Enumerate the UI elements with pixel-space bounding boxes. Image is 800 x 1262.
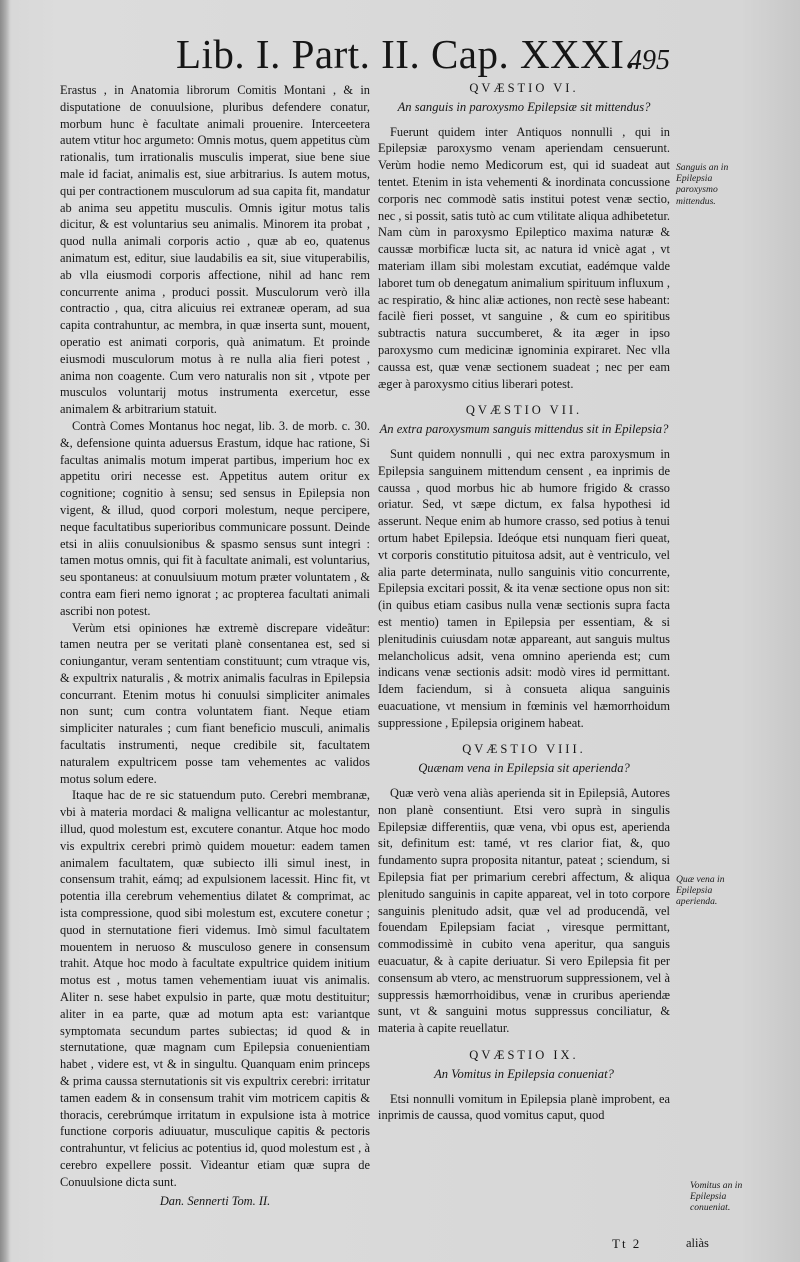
question-heading: QVÆSTIO VI. — [469, 81, 579, 95]
running-head: Lib. I. Part. II. Cap. XXXI. — [176, 31, 636, 77]
paragraph: Itaque hac de re sic statuendum puto. Cerebri membranæ, vbi à materia mordaci & maligna vellicantur ac molestantur, illud, quod molestum est, excutere conantur. Atque hoc modo vis expultrix cerebri primò quidem mouetur: eadem tamen animalem facultatem, quæ subiecto illi simul inest, in consensum trahit, eámq; ad expulsionem lacessit. Hinc fit, vt potentia illa cerebrum vehementius dilatet & comprimat, ac ista compressione, quod sibi molestum est, excutere conetur ; quod in sternutatione fieri videmus. Imò simul facultatem mouentem in neruoso & musculoso genere in consensum trahit. Atque hoc modo à facultate expultrice quidem initium motus est , motus tamen vehementiam iuuat vis animalis. Aliter n. sese habet expulsio in parte, quæ motu destituitur; aliter in ea parte, quæ ad motum apta est: variantque symptomata secundum partes subiectas; id quod & in sternutatione, quæ magnam cum Epilepsia conuenientiam habet , videre est, vt & in singultu. Quanquam enim princeps & prima caussa sternutationis sit vis expultrix cerebri: irritatur tamen eadem & in consensum trahit vim motricem capitis & thoracis, cerebrúmque irritatum in expulsione ista à motrice functione corporis adiuuatur, musculique capitis & pectoris contrahuntur, vt felicius ac potentius id, quod molestum est , à cerebro expellere possit. Videantur etiam quæ supra de Conuulsione dicta sunt. — [60, 788, 370, 1189]
margin-note-q8: Quæ vena in Epilepsia aperienda. — [676, 874, 725, 908]
gutter-shadow — [0, 0, 10, 1262]
margin-note-q6: Sanguis an in Epilepsia paroxysmo mittendus. — [676, 162, 729, 207]
margin-note-q9: Vomitus an in Epilepsia conueniat. — [690, 1180, 743, 1214]
volume-signature: Dan. Sennerti Tom. II. — [159, 1193, 271, 1208]
question-text: Quæ verò vena aliàs aperienda sit in Epilepsiâ, Autores non planè consentiunt. Etsi vero suprà in singulis Epilepsiæ differentiis, quæ vena, vbi opus est, aperienda sit, definitum est: tamé, vt res clarior fiat, &, quo fundamento supra proposita nitantur, pateat ; sciendum, si Epilepsia fiat per primarium cerebri affectum, & aliqua plenitudo sanguinis in capite appareat, vel in toto corpore sanguinis plenitudo adsit, quæ vel ad producendã, vel fouendam Epilepsiam faciat , viresque permittant, commodissimè in cubito vena aperitur, qua sanguis euacuatur, & à capite deriuatur. Si vero Epilepsia fit per consensum ab vtero, ac menstruorum suppressionem, vel à suppressis hæmorrhoidibus, venæ in cruribus aperiendæ sunt, vt & sanguini motus suppressus conciliatur, & materia à capite reuellatur. — [378, 786, 670, 1036]
question-title: An extra paroxysmum sanguis mittendus sit in Epilepsia? — [379, 422, 669, 437]
signature-mark: Tt 2 — [612, 1236, 642, 1251]
question-8 — [378, 741, 670, 1037]
question-text: Fuerunt quidem inter Antiquos nonnulli , qui in Epilepsiæ paroxysmo venam aperiendam censuerunt. Verùm hodie nemo Medicorum est, qui id suadeat aut tentet. Etenim in ista vehementi & inordinata concussione corporis nec commodè satis institui potest venæ sectio, nec , si possit, satis tutò ac cum vtilitate aliqua adhibetetur. Nam cùm in paroxysmo Epileptico maxima naturæ & caussæ morbificæ lucta sit, ac natura id vnicè agat , vt materiam illam sibi molestam excutiat, eadémque valde laboret tum ob denegatum animalium spirituum influxum , ac respiratio, & hinc aliæ actiones, non rectè sese habeant: facilè fieri posset, vt sanguine , & cum eo spiritibus subtractis natura succumberet, & ita æger in ipso paroxysmo cum medicinæ ignominia expiraret. Nec vlla caussa est, quæ venæ sectionem suadeat ; nec per eam æger à paroxysmo citius liberari potest. — [378, 124, 670, 391]
question-6 — [378, 80, 670, 392]
question-heading: QVÆSTIO IX. — [469, 1048, 579, 1063]
question-text: Sunt quidem nonnulli , qui nec extra paroxysmum in Epilepsia sanguinem mittendum censent , ea inprimis de caussa , quod morbus hic ab humore frigido & crasso oriatur. Sed, vt sæpe dictum, ex falsa hypothesi id asserunt. Neque enim ab humore crasso, sed potius à tenui ortum habet Epilepsia. Ideóque etsi nunquam fieri queat, vt corporis constitutio pituitosa adsit, aut è ventriculo, vel alia parte determinata, nullo sanguinis vitio concurrente, Epilepsia excitari possit, & ita venæ sectione opus non sit: (in quibus etiam casibus nulla venæ sectionis supra facta est mentio) tamen in Epilepsia per essentiam, & si plenitudinis cuiusdam notæ appareant, aut sanguis multus melancholicus adsit, vena omnino aperienda est; cum indicans venæ sectionis adsit: modò vires id permittant. Idem faciendum, si à consueta aliqua sanguinis euacuatione, vt mensium in fœminis vel hæmorrhoidum suppressione , Epilepsia originem habeat. — [378, 446, 670, 730]
right-column — [378, 80, 670, 1134]
catchword: aliàs — [686, 1236, 709, 1250]
question-heading: QVÆSTIO VIII. — [462, 742, 586, 757]
page-number: 495 — [628, 45, 670, 76]
question-title: An Vomitus in Epilepsia conueniat? — [434, 1066, 614, 1081]
paragraph: Erastus , in Anatomia librorum Comitis Montani , & in disputatione de conuulsione, pluribus defendere conatur, morbum hunc è facultate animali prouenire. Interceetera autem vtitur hoc argumeto: Omnis motus, quem appetitus cùm rationalis, tum irrationalis musculis imperat, siue bene siue male id faciat, animalis est, siue arbitrarius. Is autem motus, qui per contractionem musculorum ad sua capita fit, mandatur ab anima seu appetitu musculis. Omnis igitur motus talis dicitur, & est voluntarius seu animalis. Minorem ita probat , quod nulla animali corporis actio , quæ ab eo, quatenus animatum est, editur, siue laudabilis ea sit, siue vituperabilis, ab vlla eiusmodi corporis affectione, nihil ad hanc rem concurrente anima , produci possit. Musculorum verò illa contractio , qua, citra alicuius rei extraneæ operam, ad sua capita contrahuntur, ac membra, in quæ inserta sunt, mouent, operatio est animati corporis, quà animatum. Et proinde eiusmodi musculorum motus à re nulla alia fieri potest , anima non coagente. Cum vero naturalis non sit , vtpote per musculos voluntarij motus instrumenta exercetur, esse animalem & arbitrarium statuit. — [60, 83, 370, 417]
left-column — [60, 82, 370, 1209]
paragraph: Contrà Comes Montanus hoc negat, lib. 3. de morb. c. 30. &, defensione quinta aduersus Erastum, idque hac ratione, Si facultas animalis motum imperat partibus, imperium hoc ex appetitu oriri necesse est. Appetitus autem oritur ex cognitione; cognitio à sensu; sed sensus in Epilepsia non vigent, & illud, quod corpori molestum, neque percipere, neque facultatibus superioribus communicare possunt. Deinde etsi in aliis conuulsionibus & spasmo sensus sunt integri : tamen motus omnis, qui fit à facultate animali, est voluntarius, seu spontaneus: at conuulsiuum motum præter voluntatem , & contra eam fieri nemo ignorat ; ac propterea facultati animali ascribi non potest. — [60, 418, 370, 618]
question-7 — [378, 402, 670, 731]
paragraph: Verùm etsi opiniones hæ extremè discrepare videãtur: tamen neutra per se veritati planè consentanea est, sed si coniungantur, veram sententiam constituunt; cum vtraque vis, & expultrix naturalis , & motrix animalis faculras in Epilepsia concurrant. Etenim motus hi conuulsi simpliciter animales non sunt; cum contra voluntatem fiant. Neque etiam simpliciter naturales ; cum fiant beneficio musculi, animalis facultatis instrumenti, neque credibile sit, facultatem naturalem expultricem posse tam vehementes ac validos motus solum edere. — [60, 620, 370, 786]
question-title: An sanguis in paroxysmo Epilepsiæ sit mittendus? — [397, 99, 651, 114]
question-text: Etsi nonnulli vomitum in Epilepsia planè improbent, ea inprimis de caussa, quod vomitus caput, quod — [378, 1091, 670, 1123]
question-heading: QVÆSTIO VII. — [465, 403, 583, 418]
question-9 — [378, 1047, 670, 1124]
question-title: Quænam vena in Epilepsia sit aperienda? — [418, 761, 630, 776]
